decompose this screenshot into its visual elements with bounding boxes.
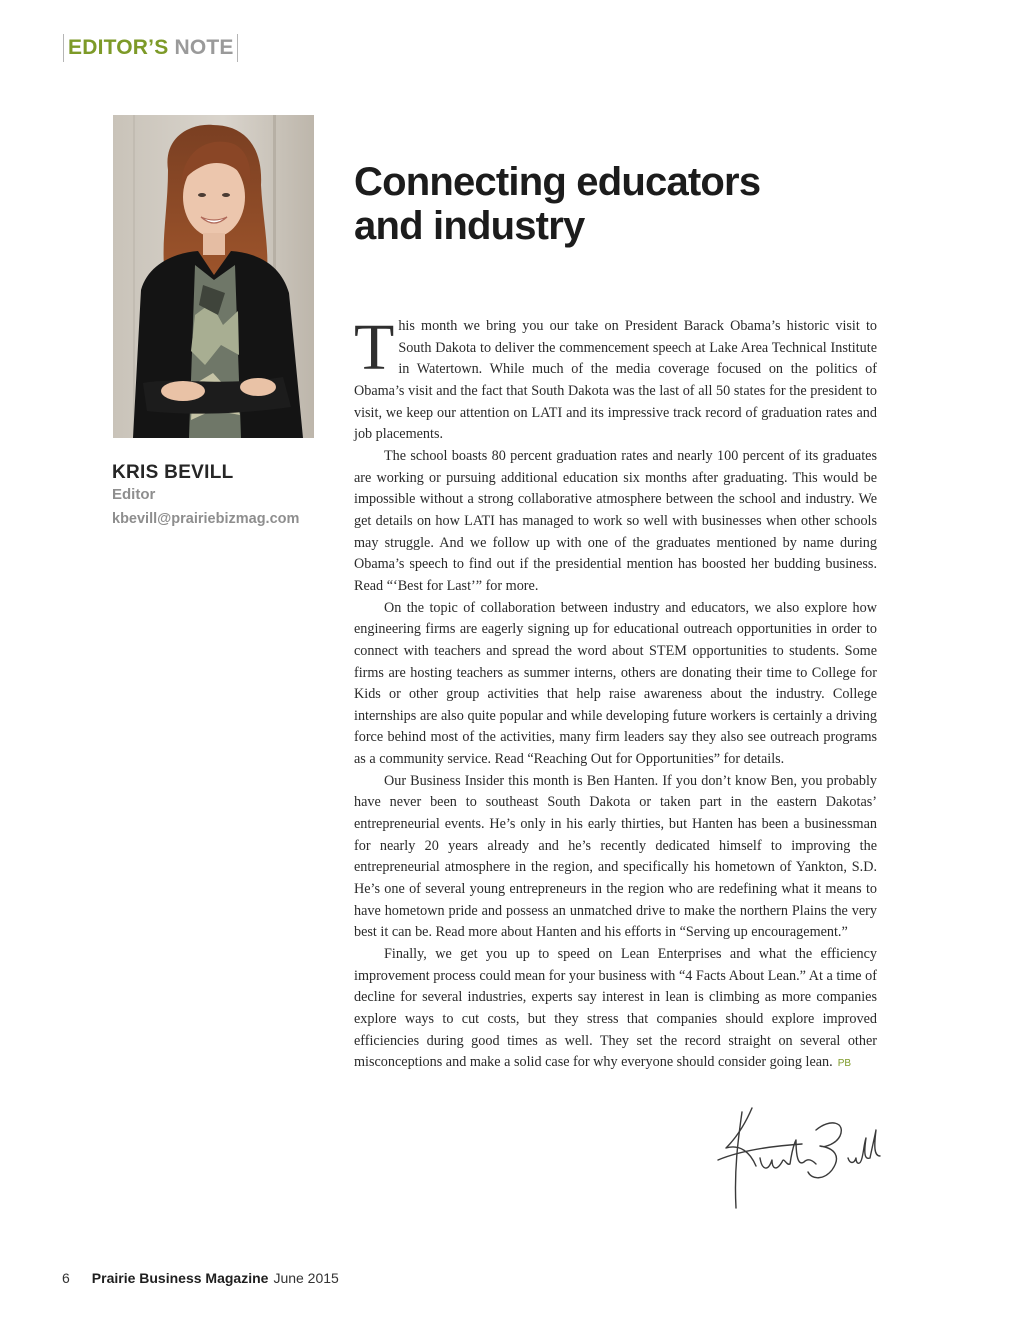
- article-paragraph-5: [354, 944, 877, 1075]
- section-label-note: NOTE: [174, 36, 234, 59]
- article-headline: [354, 160, 874, 248]
- magazine-name: Prairie Business Magazine: [91, 1270, 269, 1286]
- section-label: [63, 34, 238, 62]
- paragraph-1-text: his month we bring you our take on President Barack Obama’s historic visit to South Dakota to deliver the commencement speech at Lake Area Technical Institute in Watertown. While much of the media coverage focused on the politics of Obama’s visit and the fact that South Dakota was the last of all 50 states for the president to visit, we keep our attention on LATI and its impressive track record of graduation rates and job placements.: [354, 318, 877, 443]
- author-email-link[interactable]: kbevill@prairiebizmag.com: [112, 511, 300, 527]
- author-block: [112, 462, 342, 529]
- handwritten-signature: [712, 1100, 882, 1215]
- drop-cap: T: [354, 311, 395, 384]
- end-mark: PB: [837, 1058, 852, 1070]
- article-paragraph-4: Our Business Insider this month is Ben Hanten. If you don’t know Ben, you probably have never been to southeast South Dakota or taken part in the eastern Dakotas’ entrepreneurial events. He’s only in his early thirties, but Hanten has been a businessman for nearly 20 years already and he’s recently dedicated himself to improving the entrepreneurial atmosphere in the region, and specifically his hometown of Yankton, S.D. He’s one of several young entrepreneurs in the region who are redefining what it means to have hometown pride and possess an unmatched drive to make the northern Plains the very best it can be. Read more about Hanten and his efforts in “Serving up encouragement.”: [354, 772, 877, 941]
- headline-line-2: and industry: [354, 204, 585, 248]
- paragraph-5-text: Finally, we get you up to speed on Lean Enterprises and what the efficiency improvement process could mean for your business with “4 Facts About Lean.” At a time of decline for several industries, experts say interest in lean is climbing as more companies explore ways to cut costs, but they stress that companies should explore improved efficiencies during good times as well. They set the record straight on several other misconceptions and make a solid case for why everyone should consider going lean.: [354, 946, 877, 1071]
- headline-line-1: Connecting educators: [354, 160, 761, 204]
- page-number: 6: [62, 1270, 70, 1286]
- issue-date: June 2015: [273, 1270, 339, 1286]
- author-role: Editor: [112, 486, 156, 503]
- article-paragraph-3: On the topic of collaboration between industry and educators, we also explore how engineering firms are eagerly signing up for educational outreach opportunities in order to connect with teachers and spread the word about STEM opportunities to students. Some firms are hosting teachers as summer interns, others are donating their time to College for Kids or other group activities that help raise awareness about the industry. College internships are also quite popular and while developing future workers is certainly a driving force behind most of the activities, many firm leaders say they also see outreach programs as a community service. Read “Reaching Out for Opportunities” for details.: [354, 599, 877, 768]
- article-paragraph-1: [354, 311, 877, 446]
- article-body: [354, 311, 877, 1075]
- page-footer: [62, 1270, 339, 1286]
- author-name: KRIS BEVILL: [112, 462, 234, 483]
- article-paragraph-2: The school boasts 80 percent graduation rates and nearly 100 percent of its graduates are working or pursuing additional education six months after graduating. This would be impossible without a strong collaborative atmosphere between the school and industry. We get details on how LATI has managed to work so well with businesses when other schools may struggle. And we follow up with one of the graduates mentioned by name during Obama’s speech to find out if the presidential mention has boosted her budding business. Read “‘Best for Last’” for more.: [354, 447, 877, 594]
- section-label-editors: EDITOR’S: [68, 36, 169, 59]
- author-photo: [113, 115, 314, 438]
